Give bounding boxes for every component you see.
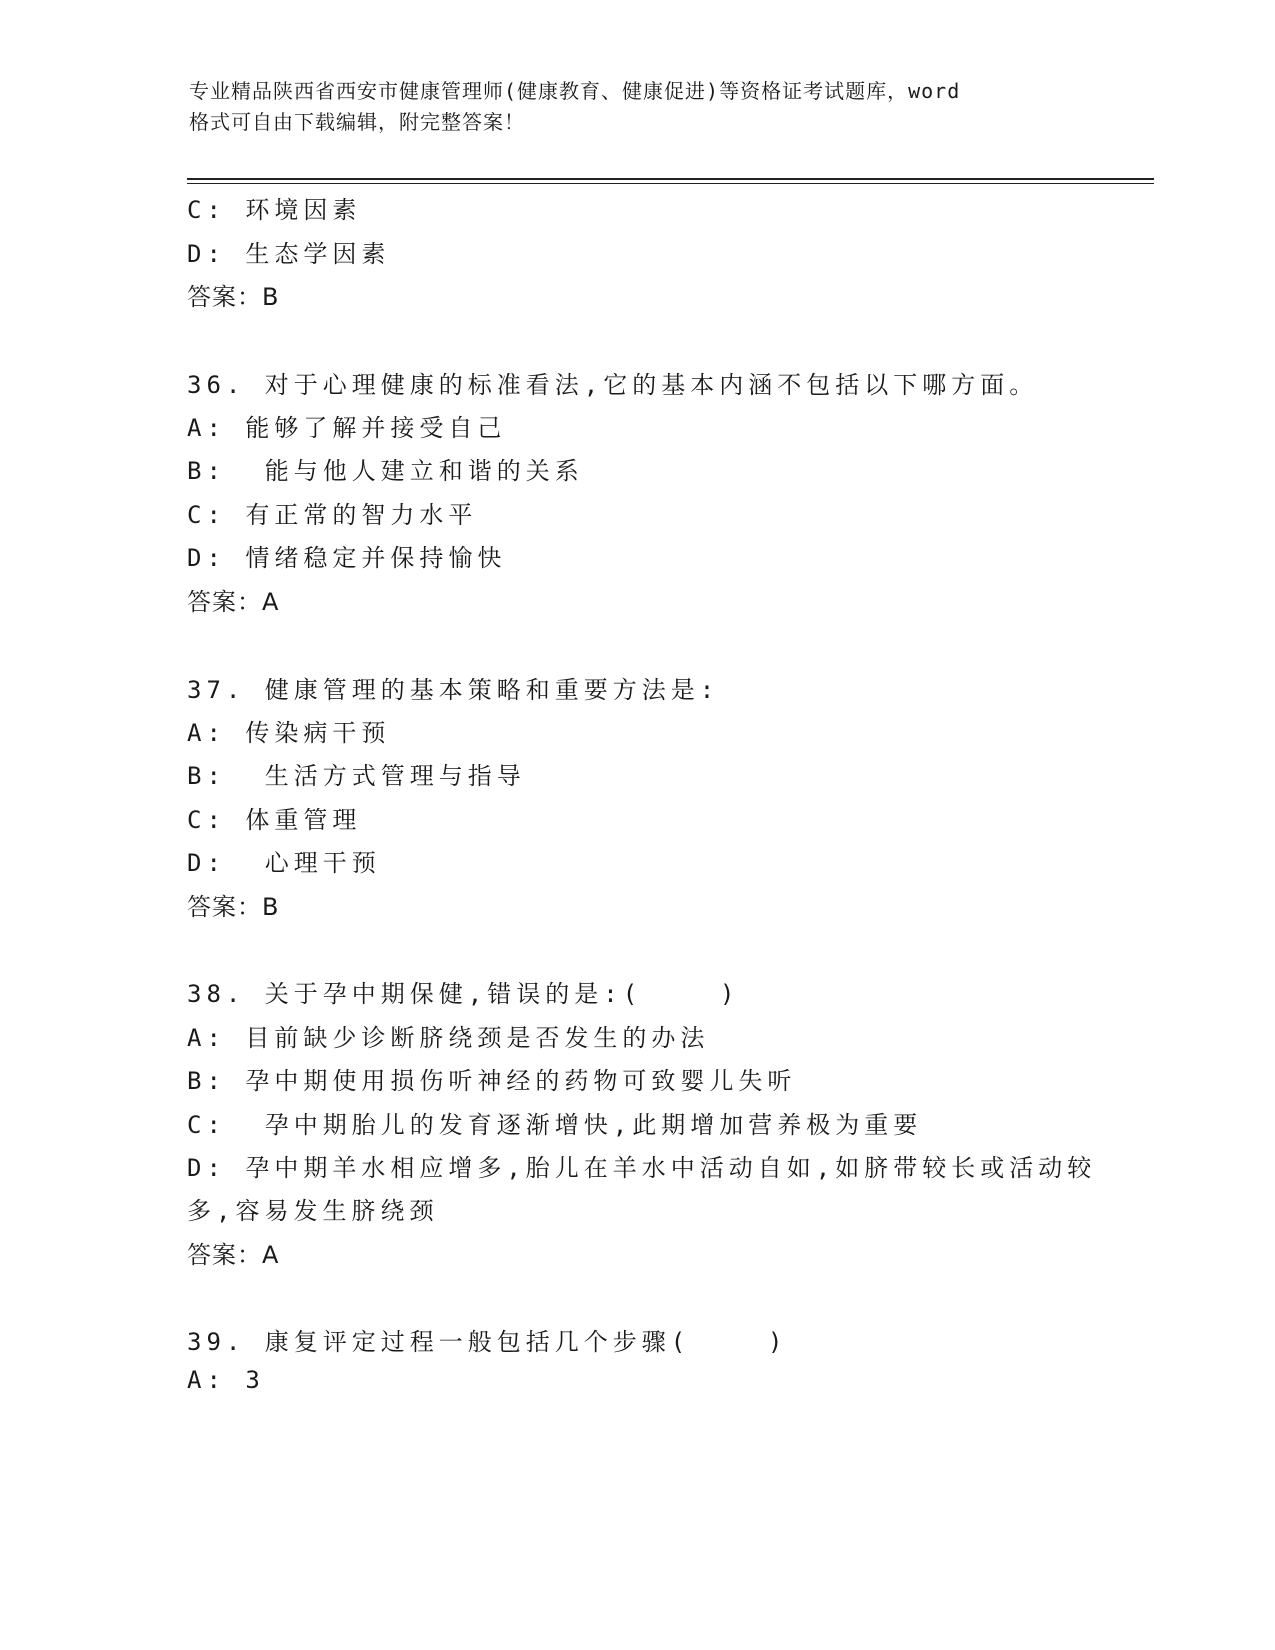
- header-line-1: 专业精品陕西省西安市健康管理师(健康教育、健康促进)等资格证考试题库，word: [189, 79, 961, 103]
- answer-line: 答案：B: [187, 893, 280, 921]
- header-divider: [187, 178, 1154, 184]
- option-line: D: 生态学因素: [187, 240, 391, 268]
- option-line: C: 孕中期胎儿的发育逐渐增快,此期增加营养极为重要: [187, 1111, 923, 1139]
- option-line: D: 孕中期羊水相应增多,胎儿在羊水中活动自如,如脐带较长或活动较: [187, 1154, 1097, 1182]
- answer-line: 答案：A: [187, 1241, 280, 1269]
- option-line: C: 有正常的智力水平: [187, 501, 478, 529]
- question-line: 37. 健康管理的基本策略和重要方法是:: [187, 676, 720, 704]
- answer-line: 答案：B: [187, 283, 280, 311]
- option-line: B: 孕中期使用损伤听神经的药物可致婴儿失听: [187, 1067, 797, 1095]
- option-line: D: 心理干预: [187, 849, 381, 877]
- document-header: [189, 76, 1089, 138]
- option-line-continued: 多,容易发生脐绕颈: [187, 1197, 439, 1225]
- option-line: D: 情绪稳定并保持愉快: [187, 544, 507, 572]
- option-line: C: 体重管理: [187, 806, 362, 834]
- header-line-2: 格式可自由下载编辑，附完整答案！: [189, 110, 525, 134]
- option-line: A: 目前缺少诊断脐绕颈是否发生的办法: [187, 1024, 710, 1052]
- question-line: 36. 对于心理健康的标准看法,它的基本内涵不包括以下哪方面。: [187, 371, 1039, 399]
- option-line: B: 生活方式管理与指导: [187, 762, 526, 790]
- question-line: 38. 关于孕中期保健,错误的是:( ): [187, 980, 740, 1008]
- option-line: A: 传染病干预: [187, 719, 391, 747]
- question-line: 39. 康复评定过程一般包括几个步骤( ): [187, 1328, 788, 1356]
- option-line: A: 3: [187, 1366, 265, 1394]
- option-line: B: 能与他人建立和谐的关系: [187, 457, 584, 485]
- option-line: C: 环境因素: [187, 196, 362, 224]
- option-line: A: 能够了解并接受自己: [187, 414, 507, 442]
- answer-line: 答案：A: [187, 588, 280, 616]
